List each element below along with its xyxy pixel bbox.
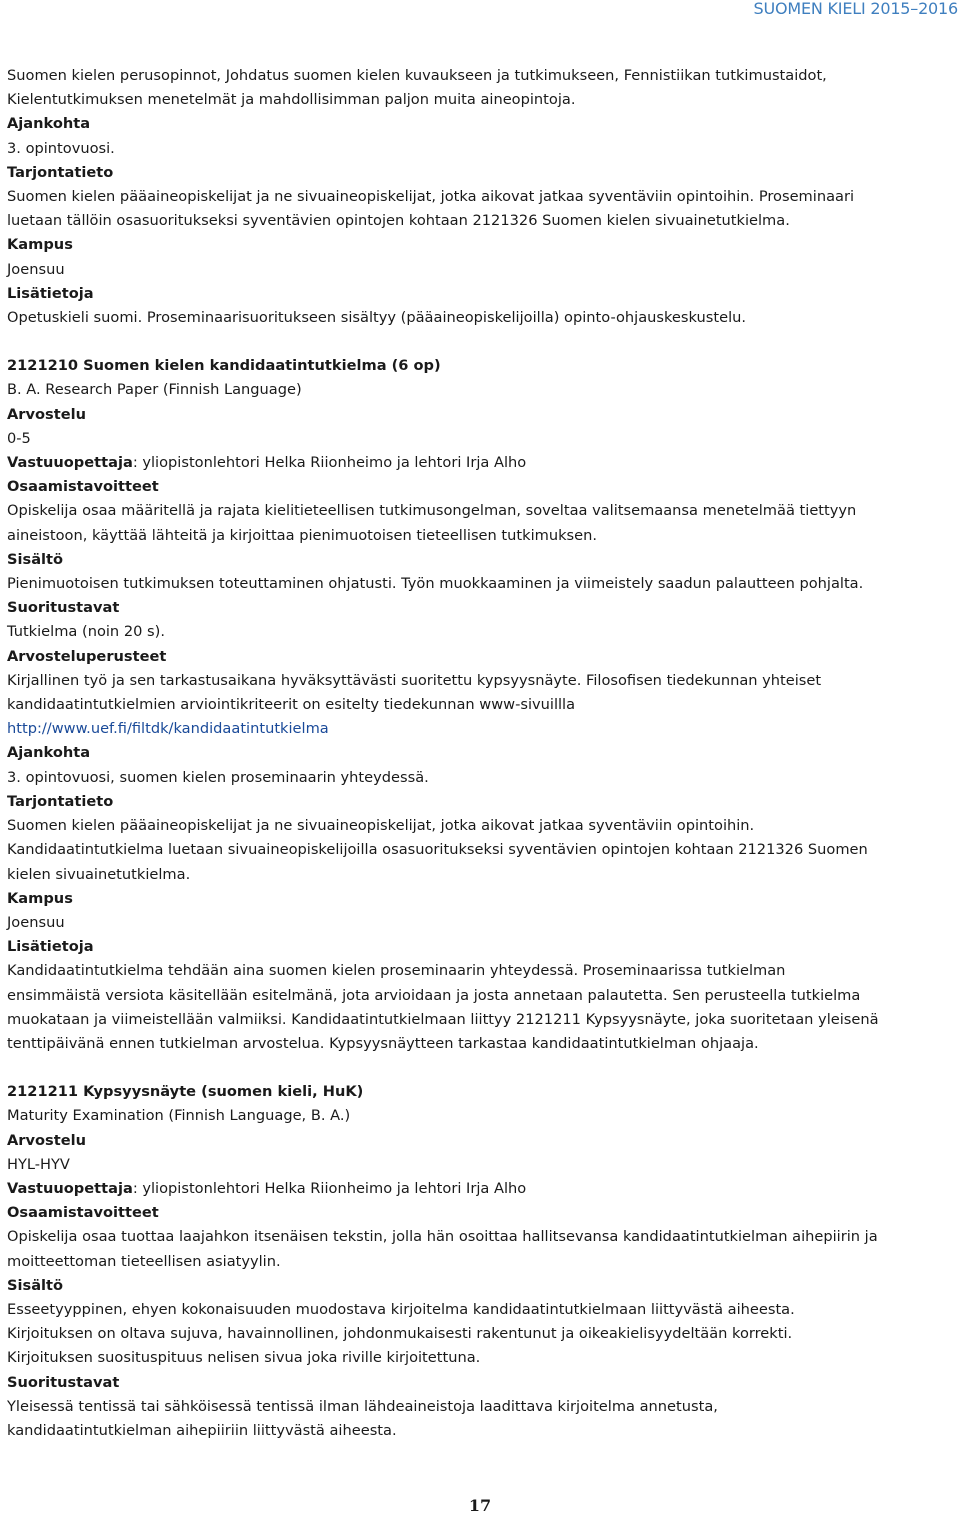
- section-label: Kampus: [7, 236, 73, 254]
- page-number: 17: [468, 1496, 492, 1515]
- section-label: Sisältö: [7, 1276, 64, 1294]
- section-label: Osaamistavoitteet: [7, 478, 159, 496]
- running-header: SUOMEN KIELI 2015–2016: [753, 0, 958, 18]
- section-text: Kirjoituksen suosituspituus nelisen sivua joka riville kirjoitettuna.: [7, 1349, 481, 1367]
- section-text: Kandidaatintutkielma luetaan sivuaineopiskelijoilla osasuoritukseksi syventävien opintojen kohtaan 2121326 Suomen: [7, 841, 868, 859]
- section-text: Esseetyyppinen, ehyen kokonaisuuden muodostava kirjoitelma kandidaatintutkielmaan liittyvästä aiheesta.: [7, 1300, 795, 1318]
- link-line: [7, 717, 957, 741]
- section-text: Opetuskieli suomi. Proseminaarisuoritukseen sisältyy (pääaineopiskelijoilla) opinto-ohjauskeskustelu.: [7, 309, 747, 327]
- course-title: 2121211 Kypsyysnäyte (suomen kieli, HuK): [7, 1083, 364, 1101]
- section-label: Lisätietoja: [7, 938, 94, 956]
- section-label: Suoritustavat: [7, 599, 120, 617]
- section-text: Joensuu: [7, 260, 65, 278]
- section-label: Osaamistavoitteet: [7, 1204, 159, 1222]
- section-label: Lisätietoja: [7, 284, 94, 302]
- section-text: : yliopistonlehtori Helka Riionheimo ja lehtori Irja Alho: [132, 454, 527, 472]
- section-text: Joensuu: [7, 913, 65, 931]
- responsible-teacher: [7, 1177, 957, 1201]
- section-text: muokataan ja viimeistellään valmiiksi. Kandidaatintutkielmaan liittyy 2121211 Kypsyysnäyte, joka suoritetaan yleisenä: [7, 1010, 879, 1028]
- section-text: Tutkielma (noin 20 s).: [7, 623, 165, 641]
- section-text: Kandidaatintutkielma tehdään aina suomen kielen proseminaarin yhteydessä. Proseminaarissa tutkielman: [7, 962, 786, 980]
- section-text: moitteettoman tieteellisen asiatyylin.: [7, 1252, 281, 1270]
- intro-line: Suomen kielen perusopinnot, Johdatus suomen kielen kuvaukseen ja tutkimukseen, Fennistiikan tutkimustaidot,: [7, 67, 827, 84]
- section-text: luetaan tällöin osasuoritukseksi syventävien opintojen kohtaan 2121326 Suomen kielen sivuainetutkielma.: [7, 212, 790, 230]
- section-text: tenttipäivänä ennen tutkielman arvostelua. Kypsyysnäytteen tarkastaa kandidaatintutkielman ohjaaja.: [7, 1034, 759, 1052]
- section-text: Suomen kielen pääaineopiskelijat ja ne sivuaineopiskelijat, jotka aikovat jatkaa syventäviin opintoihin. Proseminaari: [7, 188, 855, 206]
- section-gap: [7, 330, 957, 354]
- section-text: Opiskelija osaa määritellä ja rajata kielitieteellisen tutkimusongelman, soveltaa valitsemaansa menetelmää tiettyyn: [7, 502, 857, 520]
- section-label: Tarjontatieto: [7, 792, 114, 810]
- section-text: kandidaatintutkielman aihepiiriin liittyvästä aiheesta.: [7, 1421, 397, 1439]
- responsible-teacher: [7, 451, 957, 475]
- section-text: aineistoon, käyttää lähteitä ja kirjoittaa pienimuotoisen tieteellisen tutkimuksen.: [7, 526, 598, 544]
- section-label: Sisältö: [7, 550, 64, 568]
- course-title: 2121210 Suomen kielen kandidaatintutkielma (6 op): [7, 357, 441, 375]
- page-content: [7, 64, 957, 1443]
- section-text: 3. opintovuosi, suomen kielen proseminaarin yhteydessä.: [7, 768, 429, 786]
- section-text: Kirjallinen työ ja sen tarkastusaikana hyväksyttävästi suoritettu kypsyysnäyte. Filosofisen tiedekunnan yhteiset: [7, 671, 822, 689]
- section-label: Arvostelu: [7, 405, 86, 423]
- section-label: Tarjontatieto: [7, 163, 114, 181]
- section-text: Kirjoituksen on oltava sujuva, havainnollinen, johdonmukaisesti rakentunut ja oikeakielisyydeltään korrekti.: [7, 1325, 793, 1343]
- section-text: HYL-HYV: [7, 1155, 70, 1173]
- section-label: Ajankohta: [7, 115, 91, 133]
- section-text: : yliopistonlehtori Helka Riionheimo ja lehtori Irja Alho: [132, 1179, 527, 1197]
- criteria-link[interactable]: http://www.uef.fi/filtdk/kandidaatintutkielma: [7, 720, 329, 738]
- section-gap: [7, 1056, 957, 1080]
- section-text: kielen sivuainetutkielma.: [7, 865, 191, 883]
- section-label: Vastuuopettaja: [7, 1179, 133, 1197]
- section-text: Opiskelija osaa tuottaa laajahkon itsenäisen tekstin, jolla hän osoittaa hallitsevansa kandidaatintutkielman aihepiirin ja: [7, 1228, 878, 1246]
- section-label: Vastuuopettaja: [7, 454, 133, 472]
- section-text: Suomen kielen pääaineopiskelijat ja ne sivuaineopiskelijat, jotka aikovat jatkaa syventäviin opintoihin.: [7, 817, 755, 835]
- section-label: Ajankohta: [7, 744, 91, 762]
- section-text: Yleisessä tentissä tai sähköisessä tentissä ilman lähdeaineistoja laadittava kirjoitelma annetusta,: [7, 1397, 718, 1415]
- section-text: kandidaatintutkielmien arviointikriteerit on esitelty tiedekunnan www-sivuillla: [7, 696, 576, 714]
- section-text: ensimmäistä versiota käsitellään esitelmänä, jota arvioidaan ja josta annetaan palautetta. Sen perusteella tutkielma: [7, 986, 861, 1004]
- section-label: Arvosteluperusteet: [7, 647, 167, 665]
- section-label: Arvostelu: [7, 1131, 86, 1149]
- course-english-title: B. A. Research Paper (Finnish Language): [7, 381, 302, 399]
- intro-line: Kielentutkimuksen menetelmät ja mahdollisimman paljon muita aineopintoja.: [7, 91, 576, 109]
- section-text: 3. opintovuosi.: [7, 139, 115, 157]
- section-label: Kampus: [7, 889, 73, 907]
- course-english-title: Maturity Examination (Finnish Language, B. A.): [7, 1107, 351, 1125]
- section-label: Suoritustavat: [7, 1373, 120, 1391]
- section-text: Pienimuotoisen tutkimuksen toteuttaminen ohjatusti. Työn muokkaaminen ja viimeistely saadun palautteen pohjalta.: [7, 575, 864, 593]
- section-text: 0-5: [7, 429, 31, 447]
